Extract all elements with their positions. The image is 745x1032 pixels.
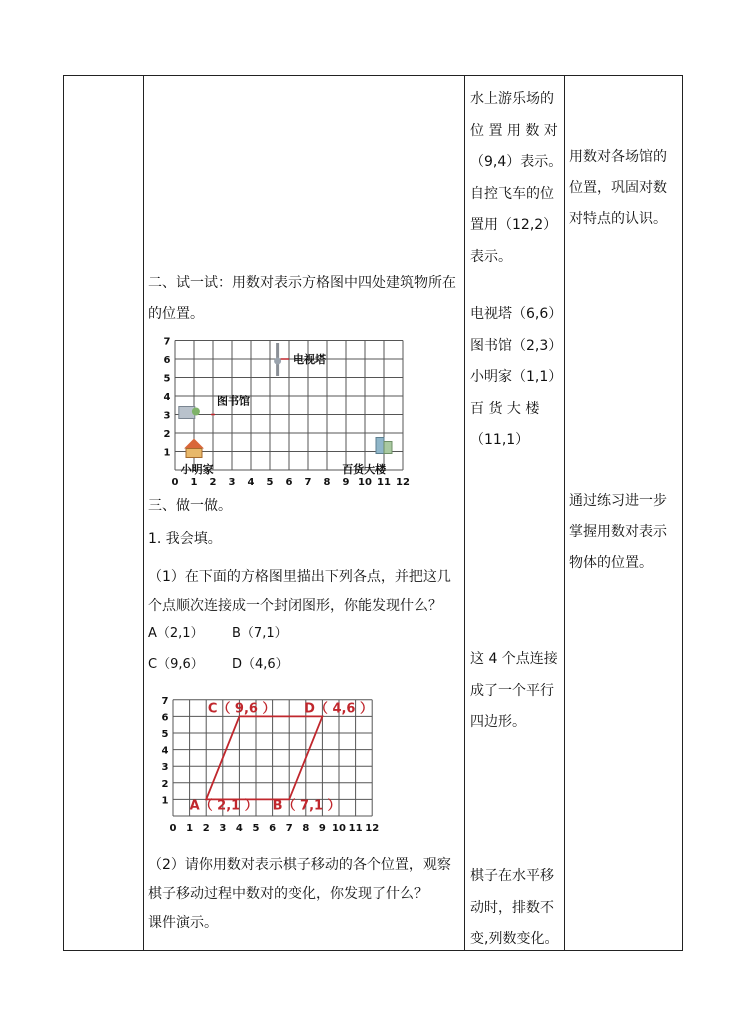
text-line: （11,1） (470, 432, 530, 448)
x-tick-label: 6 (269, 823, 277, 834)
column-divider (564, 76, 565, 950)
y-tick-label: 1 (163, 447, 171, 459)
text-line: 百 货 大 楼 (470, 400, 540, 417)
text-line: 水上游乐场的 (470, 91, 554, 107)
x-tick-label: 0 (169, 823, 177, 834)
text-line: 这 4 个点连接 (470, 651, 558, 667)
x-tick-label: 12 (396, 477, 410, 486)
point-b: B（7,1） (232, 626, 288, 641)
x-tick-label: 4 (235, 823, 243, 834)
text-line: 位置，巩固对数 (569, 180, 667, 196)
store-icon (384, 442, 392, 454)
y-tick-label: 2 (163, 429, 171, 440)
answer-block-4 (470, 861, 558, 956)
x-tick-label: 6 (285, 477, 293, 486)
question-2 (148, 851, 451, 938)
question-1 (148, 563, 451, 621)
answer-block-2 (470, 299, 562, 457)
text-line: 掌握用数对表示 (569, 524, 667, 540)
y-tick-label: 7 (161, 695, 169, 707)
y-tick-label: 5 (161, 729, 169, 740)
text-line: 位 置 用 数 对 (470, 122, 558, 139)
x-tick-label: 12 (365, 823, 380, 834)
text-line: 棋子移动过程中数对的变化，你发现了什么？ (148, 886, 428, 902)
text-line: 二、试一试：用数对表示方格图中四处建筑物所在 (148, 275, 456, 291)
section-3-heading: 三、做一做。 (148, 498, 232, 514)
store-label: 百货大楼 (342, 462, 387, 476)
x-tick-label: 5 (252, 823, 260, 834)
buildings-grid (148, 328, 418, 486)
text-line: 物体的位置。 (569, 555, 653, 571)
text-line: 置用（12,2） (470, 217, 558, 233)
text-line: 通过练习进一步 (569, 493, 667, 509)
x-tick-label: 9 (342, 477, 350, 486)
library-label: 图书馆 (217, 394, 250, 408)
text-line: 个点顺次连接成一个封闭图形，你能发现什么？ (148, 598, 442, 614)
text-line: 图书馆（2,3） (470, 337, 563, 354)
home-label: 小明家 (180, 462, 214, 476)
column-divider (464, 76, 465, 950)
x-tick-label: 7 (285, 823, 293, 834)
x-tick-label: 4 (247, 477, 255, 486)
text-line: 电视塔（6,6） (470, 306, 563, 322)
column-divider (143, 76, 144, 950)
y-tick-label: 6 (161, 712, 169, 724)
text-line: （2）请你用数对表示棋子移动的各个位置，观察 (148, 857, 451, 873)
point-d: D（4,6） (232, 657, 289, 672)
item-1-heading: 1. 我会填。 (148, 531, 222, 547)
text-line: 课件演示。 (148, 915, 218, 931)
x-tick-label: 2 (209, 477, 217, 486)
answer-block-1 (470, 84, 562, 273)
x-tick-label: 1 (186, 823, 194, 834)
library-icon (192, 408, 200, 416)
x-tick-label: 11 (377, 477, 391, 486)
text-line: 小明家（1,1） (470, 369, 563, 385)
vertex-label-d: D（ 4,6 ） (304, 701, 374, 717)
text-line: 四边形。 (470, 714, 526, 730)
text-line: 棋子在水平移 (470, 868, 554, 884)
y-tick-label: 4 (161, 745, 169, 757)
y-tick-label: 5 (163, 373, 171, 385)
x-tick-label: 5 (266, 477, 274, 486)
point-c: C（9,6） (148, 657, 204, 672)
parallelogram-shape (206, 716, 322, 799)
tower-icon (274, 358, 281, 365)
tower-label: 电视塔 (293, 353, 326, 366)
x-tick-label: 3 (219, 823, 227, 834)
vertex-label-b: B（ 7,1 ） (272, 798, 341, 814)
y-tick-label: 4 (163, 392, 171, 403)
section-2-heading (148, 268, 456, 330)
y-tick-label: 6 (163, 355, 171, 366)
text-line: 自控飞车的位 (470, 185, 554, 202)
text-line: 动时，排数不 (470, 899, 554, 916)
y-tick-label: 3 (161, 762, 169, 774)
y-tick-label: 7 (163, 336, 171, 348)
text-line: 成了一个平行 (470, 682, 554, 699)
text-line: 表示。 (470, 248, 512, 265)
x-tick-label: 8 (323, 477, 331, 486)
text-line: （1）在下面的方格图里描出下列各点，并把这几 (148, 569, 451, 585)
x-tick-label: 0 (171, 477, 179, 486)
x-tick-label: 2 (202, 823, 210, 834)
x-tick-label: 8 (302, 823, 310, 834)
parallelogram-grid (148, 688, 393, 838)
home-icon (184, 439, 204, 449)
store-icon (376, 438, 384, 454)
x-tick-label: 10 (332, 823, 346, 834)
vertex-label-a: A（ 2,1 ） (189, 798, 258, 814)
x-tick-label: 11 (348, 823, 363, 834)
design-note-1 (569, 142, 667, 235)
text-line: （9,4）表示。 (470, 154, 563, 170)
text-line: 对特点的认识。 (569, 211, 667, 227)
y-tick-label: 3 (163, 410, 171, 422)
text-line: 变,列数变化。 (470, 931, 559, 947)
answer-block-3 (470, 644, 558, 739)
point-a: A（2,1） (148, 626, 204, 641)
x-tick-label: 7 (304, 477, 312, 486)
y-tick-label: 1 (161, 795, 169, 807)
x-tick-label: 3 (228, 477, 236, 486)
x-tick-label: 10 (358, 477, 372, 486)
x-tick-label: 9 (318, 823, 326, 834)
x-tick-label: 1 (190, 477, 198, 486)
vertex-label-c: C（ 9,6 ） (207, 701, 276, 717)
y-tick-label: 2 (161, 778, 169, 790)
text-line: 的位置。 (148, 306, 204, 322)
text-line: 用数对各场馆的 (569, 149, 667, 165)
home-icon (186, 449, 202, 458)
design-note-2 (569, 486, 667, 579)
